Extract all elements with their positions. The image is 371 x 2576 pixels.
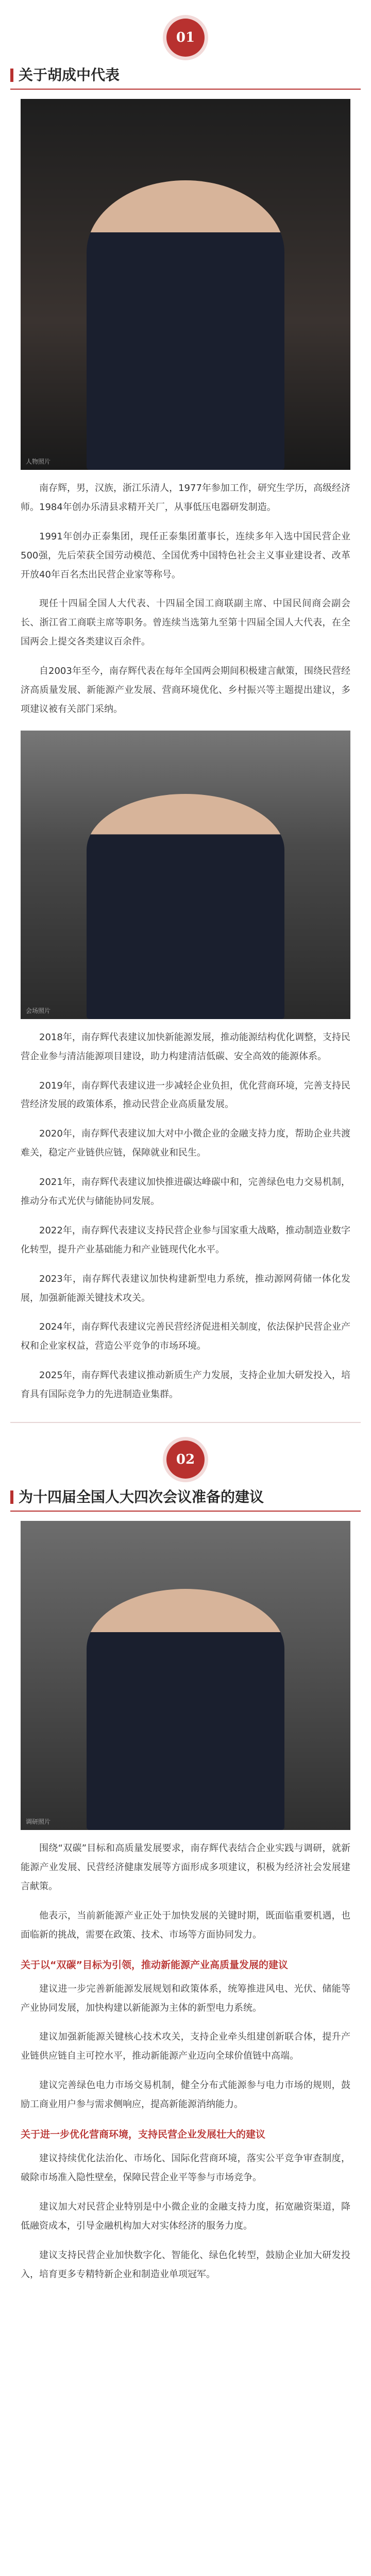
paragraph: 建议持续优化法治化、市场化、国际化营商环境，落实公平竞争审查制度，破除市场准入隐性壁垒，保障民营企业平等参与市场竞争。 — [21, 2153, 350, 2183]
section-title-bar — [10, 1486, 361, 1512]
proposal-heading-2: 关于进一步优化营商环境，支持民营企业发展壮大的建议 — [21, 2129, 266, 2141]
paragraph: 2021年，南存辉代表建议加快推进碳达峰碳中和，完善绿色电力交易机制，推动分布式光伏与储能协同发展。 — [21, 1177, 350, 1207]
meeting-photo — [21, 1521, 350, 1830]
photo-label: 会场照片 — [26, 1007, 51, 1014]
paragraph: 2023年，南存辉代表建议加快构建新型电力系统，推动源网荷储一体化发展，加强新能源关键技术攻关。 — [21, 1273, 350, 1303]
person-silhouette — [87, 794, 284, 1019]
photo-label: 调研照片 — [26, 1818, 51, 1826]
proposal-text-block-2 — [21, 2149, 350, 2284]
section-02-header — [0, 1440, 371, 1486]
paragraph: 南存辉，男，汉族，浙江乐清人，1977年参加工作，研究生学历，高级经济师。1984年创办乐清县求精开关厂，从事低压电器研发制造。 — [21, 483, 350, 513]
paragraph: 建议加强新能源关键核心技术攻关，支持企业牵头组建创新联合体，提升产业链供应链自主可控水平，推动新能源产业迈向全球价值链中高端。 — [21, 2031, 350, 2062]
proposal-text-block-1 — [21, 1980, 350, 2114]
person-silhouette — [87, 1589, 284, 1830]
history-text-block — [21, 1028, 350, 1404]
portrait-photo — [21, 99, 350, 470]
paragraph: 建议完善绿色电力市场交易机制，健全分布式能源参与电力市场的规则，鼓励工商业用户参与需求侧响应，提高新能源消纳能力。 — [21, 2080, 350, 2110]
paragraph: 2025年，南存辉代表建议推动新质生产力发展，支持企业加大研发投入，培育具有国际竞争力的先进制造业集群。 — [21, 1370, 350, 1400]
section-number-badge: 01 — [166, 19, 205, 57]
paragraph: 2018年，南存辉代表建议加快新能源发展，推动能源结构优化调整，支持民营企业参与清洁能源项目建设，助力构建清洁低碳、安全高效的能源体系。 — [21, 1031, 350, 1062]
paragraph: 现任十四届全国人大代表、十四届全国工商联副主席、中国民间商会副会长、浙江省工商联主席等职务。曾连续当选第九至第十四届全国人大代表，在全国两会上提交各类建议百余件。 — [21, 598, 350, 648]
bio-text-block — [21, 479, 350, 719]
congress-photo — [21, 731, 350, 1019]
paragraph: 1991年创办正泰集团，现任正泰集团董事长，连续多年入选中国民营企业500强，先后荣获全国劳动模范、全国优秀中国特色社会主义事业建设者、改革开放40年百名杰出民营企业家等称号。 — [21, 531, 350, 580]
paragraph: 自2003年至今，南存辉代表在每年全国两会期间积极建言献策，围绕民营经济高质量发展、新能源产业发展、营商环境优化、乡村振兴等主题提出建议，多项建议被有关部门采纳。 — [21, 666, 350, 715]
paragraph: 2022年，南存辉代表建议支持民营企业参与国家重大战略，推动制造业数字化转型，提升产业基础能力和产业链现代化水平。 — [21, 1225, 350, 1255]
section-title: 关于胡成中代表 — [10, 64, 361, 84]
paragraph: 他表示，当前新能源产业正处于加快发展的关键时期，既面临重要机遇，也面临新的挑战，需要在政策、技术、市场等方面协同发力。 — [21, 1910, 350, 1940]
paragraph: 围绕“双碳”目标和高质量发展要求，南存辉代表结合企业实践与调研，就新能源产业发展、民营经济健康发展等方面形成多项建议，积极为经济社会发展建言献策。 — [21, 1843, 350, 1892]
paragraph: 2024年，南存辉代表建议完善民营经济促进相关制度，依法保护民营企业产权和企业家权益，营造公平竞争的市场环境。 — [21, 1321, 350, 1352]
intro-text-block — [21, 1839, 350, 1944]
section-divider — [10, 1422, 361, 1423]
paragraph: 建议支持民营企业加快数字化、智能化、绿色化转型，鼓励企业加大研发投入，培育更多专精特新企业和制造业单项冠军。 — [21, 2249, 350, 2280]
paragraph: 建议加大对民营企业特别是中小微企业的金融支持力度，拓宽融资渠道，降低融资成本，引导金融机构加大对实体经济的服务力度。 — [21, 2201, 350, 2231]
section-01-header — [0, 19, 371, 64]
paragraph: 2020年，南存辉代表建议加大对中小微企业的金融支持力度，帮助企业共渡难关，稳定产业链供应链，保障就业和民生。 — [21, 1128, 350, 1159]
photo-label: 人物照片 — [26, 458, 51, 465]
person-silhouette — [87, 180, 284, 470]
proposal-heading-1: 关于以“双碳”目标为引领，推动新能源产业高质量发展的建议 — [21, 1959, 288, 1971]
section-title: 为十四届全国人大四次会议准备的建议 — [10, 1486, 361, 1506]
section-title-bar — [10, 64, 361, 90]
paragraph: 建议进一步完善新能源发展规划和政策体系，统筹推进风电、光伏、储能等产业协同发展，加快构建以新能源为主体的新型电力系统。 — [21, 1983, 350, 2013]
paragraph: 2019年，南存辉代表建议进一步减轻企业负担，优化营商环境，完善支持民营经济发展的政策体系，推动民营企业高质量发展。 — [21, 1080, 350, 1110]
section-number-badge: 02 — [166, 1440, 205, 1479]
